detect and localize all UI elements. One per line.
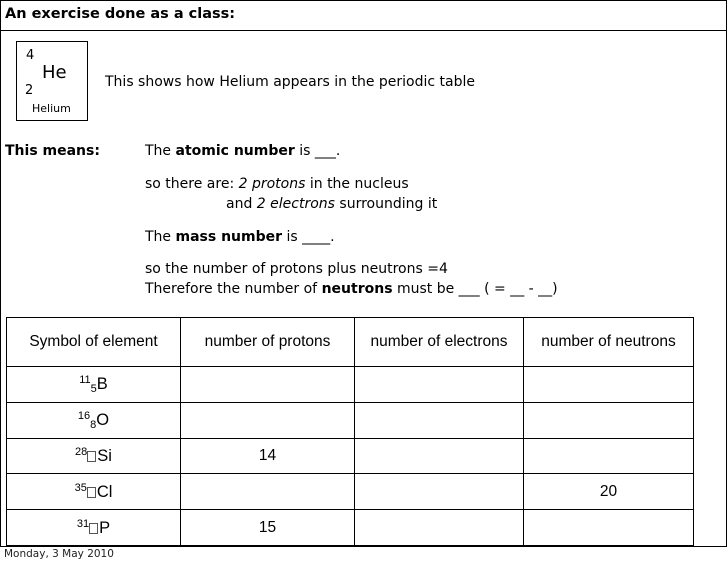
electrons-line-post: surrounding it (334, 196, 438, 212)
missing-glyph-box (89, 523, 98, 534)
slide-date: Monday, 3 May 2010 (4, 548, 114, 560)
tile-symbol: He (42, 62, 67, 83)
neutrons-line (145, 281, 558, 297)
mass-line-pre: The (145, 229, 176, 245)
electrons-cell[interactable] (355, 438, 524, 474)
protons-cell[interactable] (181, 402, 355, 438)
protons-line (145, 176, 409, 192)
symbol-cell (7, 367, 181, 403)
this-means-label: This means: (5, 143, 100, 159)
table-row (7, 510, 694, 546)
protons-cell[interactable] (181, 474, 355, 510)
neutrons-cell[interactable] (524, 438, 694, 474)
mass-line-term: mass number (175, 229, 283, 245)
sym-mass-number: 35 (74, 481, 87, 494)
protons-cell[interactable]: 15 (181, 510, 355, 546)
sym-element: Cl (96, 482, 113, 501)
symbol-cell (7, 402, 181, 438)
tile-description: This shows how Helium appears in the periodic table (105, 74, 475, 90)
symbol-cell (7, 474, 181, 510)
atomic-line-post: is ___. (294, 143, 341, 159)
protons-line-pre: so there are: (145, 176, 239, 192)
header-neutrons: number of neutrons (524, 318, 694, 367)
protons-line-count: 2 protons (238, 176, 306, 192)
table-row (7, 402, 694, 438)
atomic-number-line (145, 143, 340, 159)
sym-atomic-number: 8 (90, 418, 97, 431)
element-table (6, 317, 694, 546)
tile-atomic-number: 2 (25, 83, 34, 98)
neutrons-line-pre: Therefore the number of (145, 281, 322, 297)
periodic-table-tile (16, 41, 88, 121)
atomic-line-pre: The (145, 143, 176, 159)
protons-cell[interactable]: 14 (181, 438, 355, 474)
sym-mass-number: 28 (75, 445, 88, 458)
neutrons-cell[interactable] (524, 402, 694, 438)
sym-mass-number: 31 (76, 517, 90, 530)
protons-line-post: in the nucleus (305, 176, 409, 192)
neutrons-cell[interactable] (524, 367, 694, 403)
header-protons: number of protons (181, 318, 355, 367)
mass-number-line (145, 229, 335, 245)
protons-cell[interactable] (181, 367, 355, 403)
tile-element-name: Helium (32, 102, 71, 115)
electrons-line-count: 2 electrons (256, 196, 335, 212)
electrons-line (226, 196, 437, 212)
neutrons-line-term: neutrons (321, 281, 393, 297)
neutrons-cell[interactable] (524, 510, 694, 546)
missing-glyph-box (87, 487, 96, 498)
electrons-line-pre: and (226, 196, 257, 212)
header-symbol: Symbol of element (7, 318, 181, 367)
neutrons-cell[interactable]: 20 (524, 474, 694, 510)
tile-mass-number: 4 (26, 48, 35, 63)
table-row (7, 438, 694, 474)
sym-mass-number: 11 (79, 373, 91, 386)
missing-glyph-box (87, 451, 96, 462)
sym-element: Si (97, 446, 112, 465)
electrons-cell[interactable] (355, 510, 524, 546)
neutrons-line-post: must be ___ ( = __ - __) (392, 281, 558, 297)
table-row (7, 474, 694, 510)
sym-element: O (96, 410, 110, 429)
header-electrons: number of electrons (355, 318, 524, 367)
sym-element: B (96, 374, 108, 393)
electrons-cell[interactable] (355, 402, 524, 438)
slide-heading: An exercise done as a class: (5, 6, 236, 22)
mass-line-post: is ____. (282, 229, 335, 245)
table-row (7, 367, 694, 403)
sym-element: P (99, 518, 111, 537)
sym-atomic-number: 5 (90, 382, 97, 395)
table-header-row (7, 318, 694, 367)
sym-mass-number: 16 (77, 409, 91, 422)
header-divider (0, 30, 727, 31)
atomic-line-term: atomic number (175, 143, 295, 159)
electrons-cell[interactable] (355, 367, 524, 403)
electrons-cell[interactable] (355, 474, 524, 510)
symbol-cell (7, 510, 181, 546)
sum-line: so the number of protons plus neutrons =4 (145, 261, 448, 277)
symbol-cell (7, 438, 181, 474)
